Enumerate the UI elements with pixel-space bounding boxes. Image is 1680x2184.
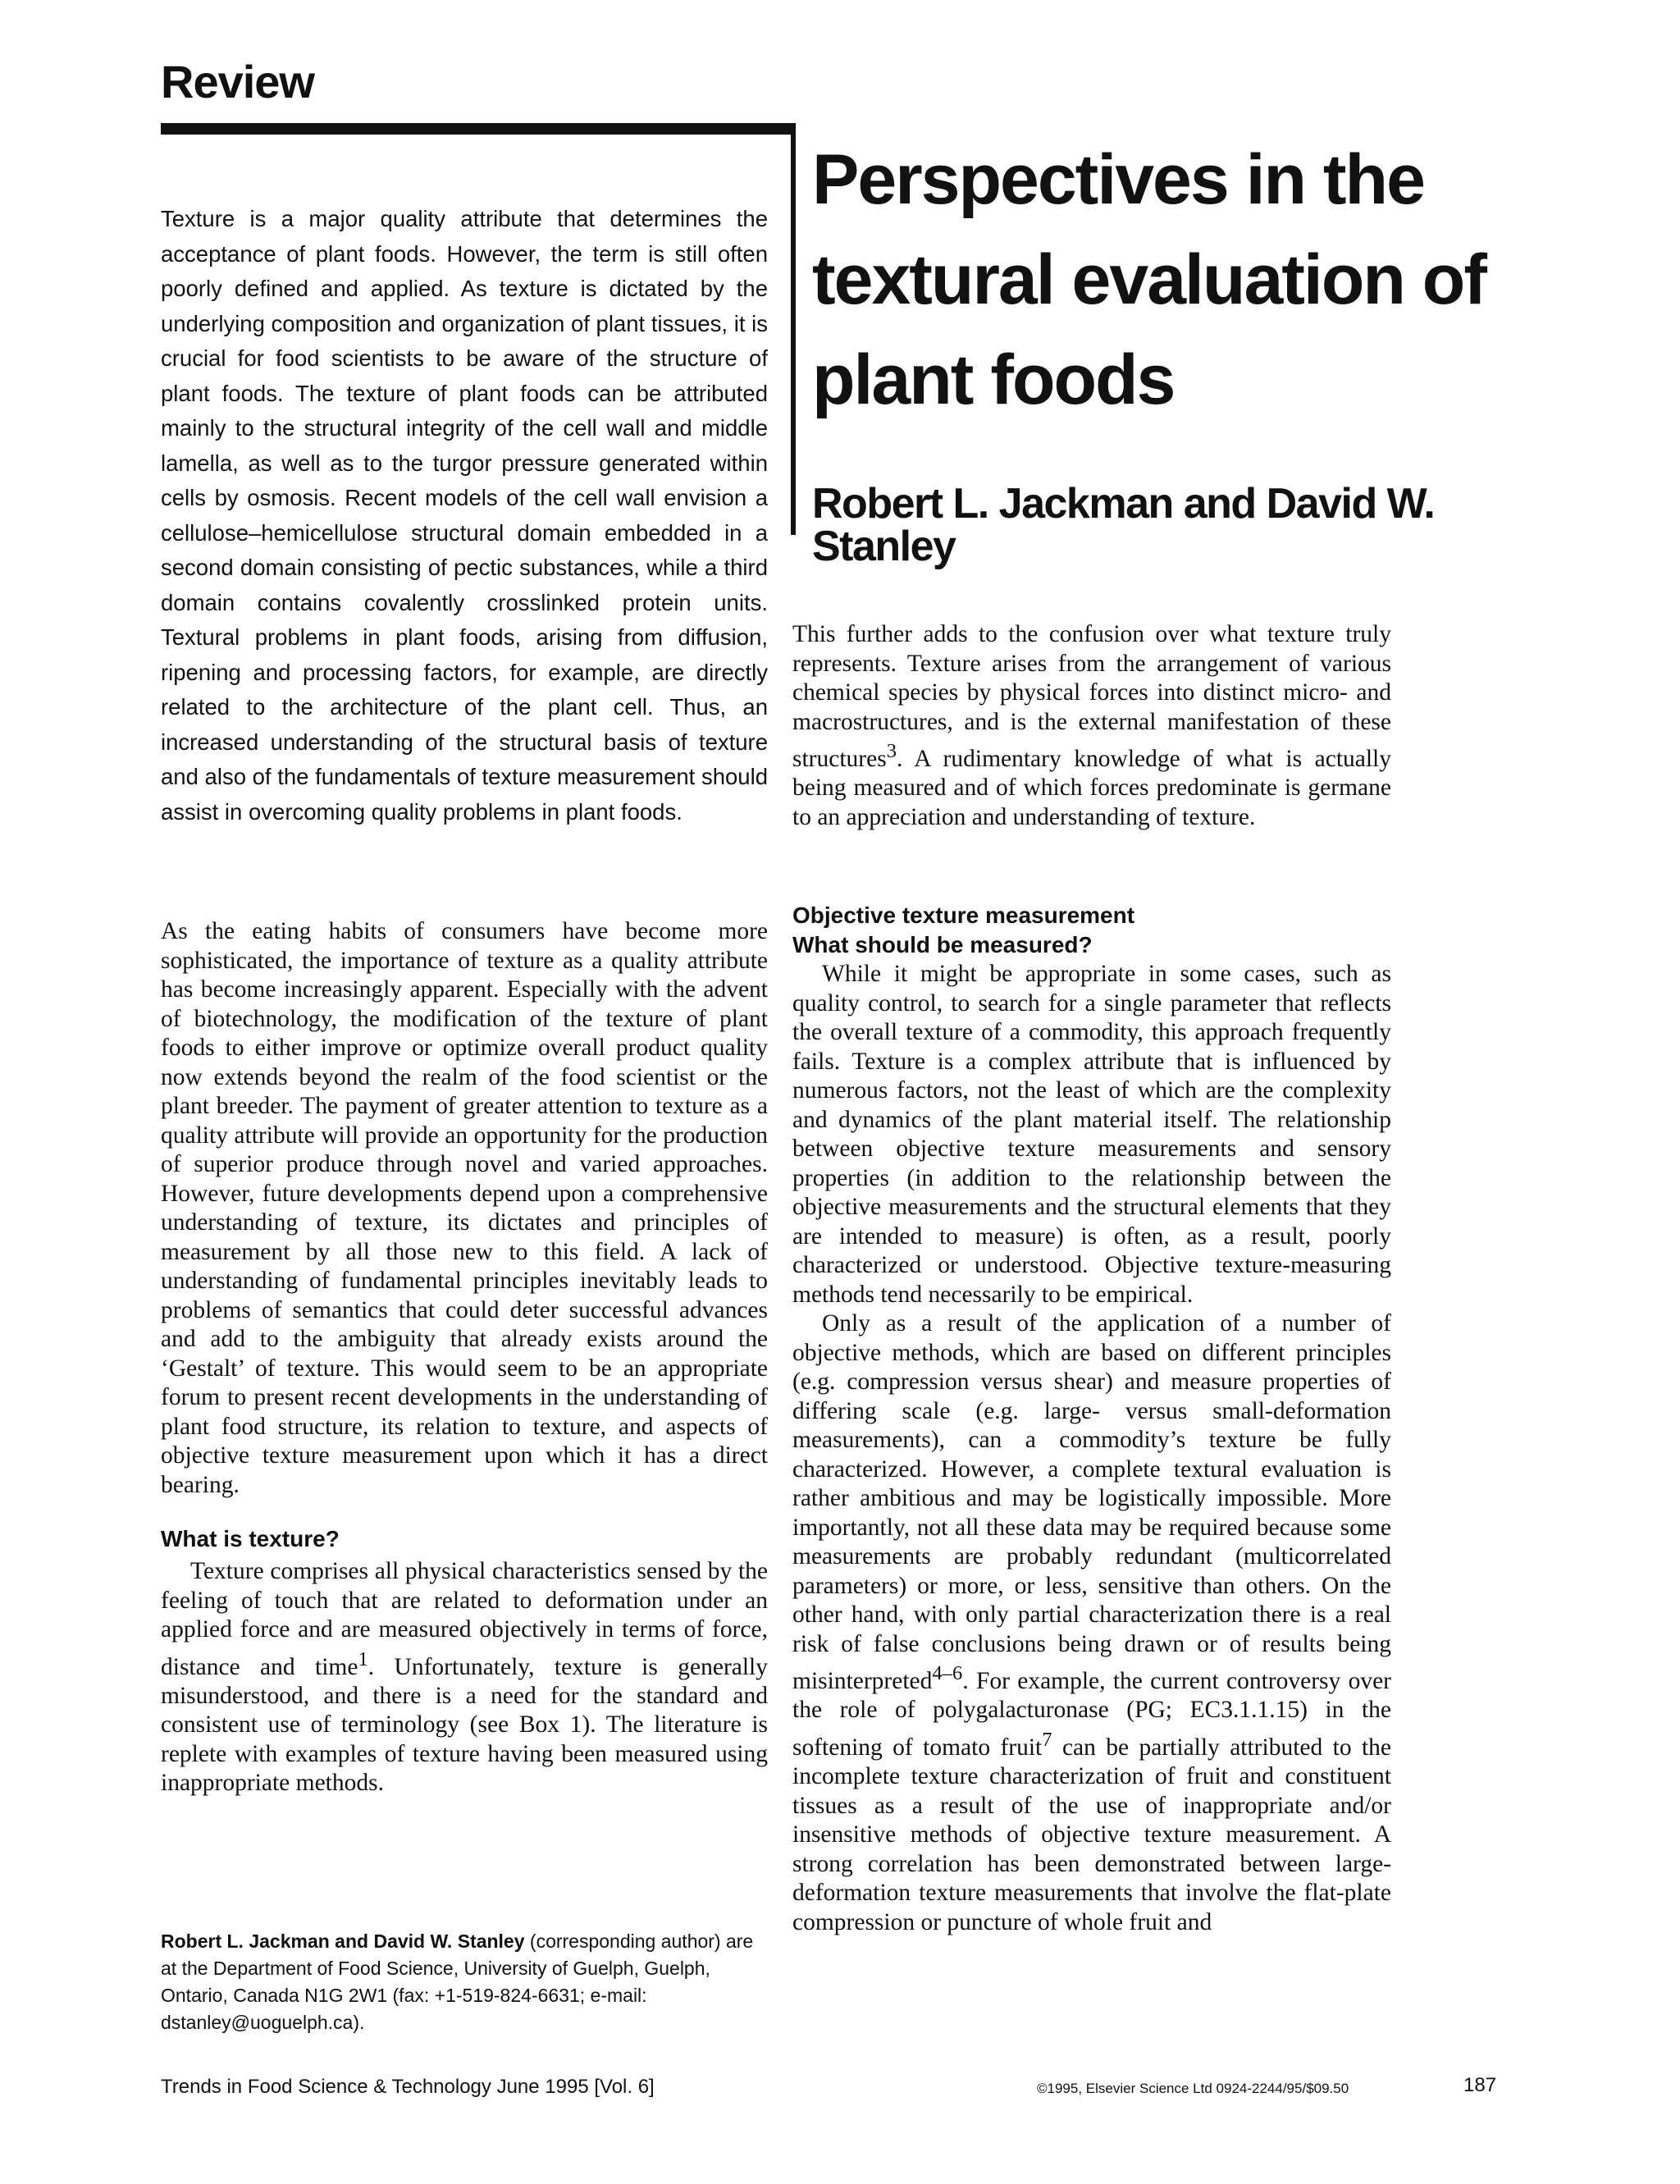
page-number: 187 <box>1463 2074 1497 2096</box>
right-intro-column <box>792 620 1391 832</box>
footer-copyright: ©1995, Elsevier Science Ltd 0924-2244/95/$09.50 <box>1037 2081 1349 2096</box>
text-run: . A rudimentary knowledge of what is actually being measured and of which forces predominate is germane to an appreciation and understanding of texture. <box>792 745 1391 830</box>
text-run: Only as a result of the application of a number of objective methods, which are based on different principles (e.g. compression versus shear) and measure properties of differing scale (e.g. large- versus small-deformation measurements), can a commodity’s texture be fully characterized. However, a complete textural evaluation is rather ambitious and may be logistically impossible. More importantly, not all these data may be required because some measurements are probably redundant (multicorrelated parameters) or more, or less, sensitive than others. On the other hand, with only partial characterization there is a real risk of false conclusions being drawn or of results being misinterpreted <box>792 1310 1391 1694</box>
author-names: Robert L. Jackman and David W. Stanley <box>161 1930 525 1952</box>
left-body-column <box>161 917 768 1798</box>
article-authors: Robert L. Jackman and David W. Stanley <box>812 480 1435 570</box>
text-run: . For example, the current controversy over the role of polygalacturonase (PG; EC3.1.1.15) in the softening of tomato fruit <box>792 1667 1391 1761</box>
right-intro-paragraph <box>792 620 1391 832</box>
affiliation-text: (corresponding author) are at the Department of Food Science, University of Guelph, Guelph, Ontario, Canada N1G 2W1 (fax: +1-519-824-6631; e-mail: dstanley@uoguelph.ca). <box>161 1930 754 2033</box>
text-run: This further adds to the confusion over what texture truly represents. Texture arises from the arrangement of various chemical species by physical forces into distinct micro- and macrostructures, and is the external manifestation of these structures <box>792 621 1391 772</box>
texture-definition-paragraph <box>161 1557 768 1798</box>
text-run: Texture comprises all physical characteristics sensed by the feeling of touch that are related to deformation under an applied force and are measured objectively in terms of force, distance and time <box>161 1558 768 1680</box>
section-heading-objective-texture: Objective texture measurement <box>792 902 1135 928</box>
section-heading-what-is-texture: What is texture? <box>161 1526 340 1551</box>
abstract: Texture is a major quality attribute that determines the acceptance of plant foods. However, the term is still often poorly defined and applied. As texture is dictated by the underlying composition and organization of plant tissues, it is crucial for food scientists to be aware of the structure of plant foods. The texture of plant foods can be attributed mainly to the structural integrity of the cell wall and middle lamella, as well as to the turgor pressure generated within cells by osmosis. Recent models of the cell wall envision a cellulose–hemicellulose structural domain embedded in a second domain consisting of pectic substances, while a third domain contains covalently crosslinked protein units. Textural problems in plant foods, arising from diffusion, ripening and processing factors, for example, are directly related to the architecture of the plant cell. Thus, an increased understanding of the structural basis of texture and also of the fundamentals of texture measurement should assist in overcoming quality problems in plant foods. <box>161 206 768 825</box>
subheading-what-measured: What should be measured? <box>792 932 1093 957</box>
objective-paragraph-2 <box>792 1309 1391 1937</box>
footer-journal-citation: Trends in Food Science & Technology June 1995 [Vol. 6] <box>161 2076 655 2098</box>
section-label: Review <box>161 56 314 107</box>
author-affiliation-note <box>161 1928 768 2036</box>
reference-superscript: 7 <box>1042 1728 1052 1751</box>
text-run: . Unfortunately, texture is generally misunderstood, and there is a need for the standard and consistent use of terminology (see Box 1). The literature is replete with examples of texture having been measured using inappropriate methods. <box>161 1653 769 1797</box>
reference-superscript: 4–6 <box>932 1662 963 1684</box>
reference-superscript: 1 <box>358 1647 368 1670</box>
reference-superscript: 3 <box>886 740 897 762</box>
intro-paragraph: As the eating habits of consumers have become more sophisticated, the importance of texture as a quality attribute has become increasingly apparent. Especially with the advent of biotechnology, the modification of the texture of plant foods to either improve or optimize overall product quality now extends beyond the realm of the food scientist or the plant breeder. The payment of greater attention to texture as a quality attribute will provide an opportunity for the production of superior produce through novel and varied approaches. However, future developments depend upon a comprehensive understanding of texture, its dictates and principles of measurement by all those new to this field. A lack of understanding of fundamental principles inevitably leads to problems of semantics that could deter successful advances and add to the ambiguity that already exists around the ‘Gestalt’ of texture. This would seem to be an appropriate forum to present recent developments in the understanding of plant food structure, its relation to texture, and aspects of objective texture measurement upon which it has a direct bearing. <box>161 918 768 1498</box>
header-rule <box>161 123 792 135</box>
right-body-column <box>792 901 1391 1937</box>
column-divider-rule <box>791 123 796 535</box>
objective-paragraph-1: While it might be appropriate in some cases, such as quality control, to search for a single parameter that reflects the overall texture of a commodity, this approach frequently fails. Texture is a complex attribute that is influenced by numerous factors, not the least of which are the complexity and dynamics of the plant material itself. The relationship between objective texture measurements and sensory properties (in addition to the relationship between the objective measurements and the structural elements that they are intended to measure) is often, as a result, poorly characterized or understood. Objective texture-measuring methods tend necessarily to be empirical. <box>792 961 1391 1308</box>
article-title: Perspectives in the textural evaluation of plant foods <box>812 140 1486 419</box>
text-run: can be partially attributed to the incomplete texture characterization of fruit and constituent tissues as a result of the use of inappropriate and/or insensitive methods of objective texture measurement. A strong correlation has been demonstrated between large-deformation texture measurements that involve the flat-plate compression or puncture of whole fruit and <box>792 1734 1392 1935</box>
